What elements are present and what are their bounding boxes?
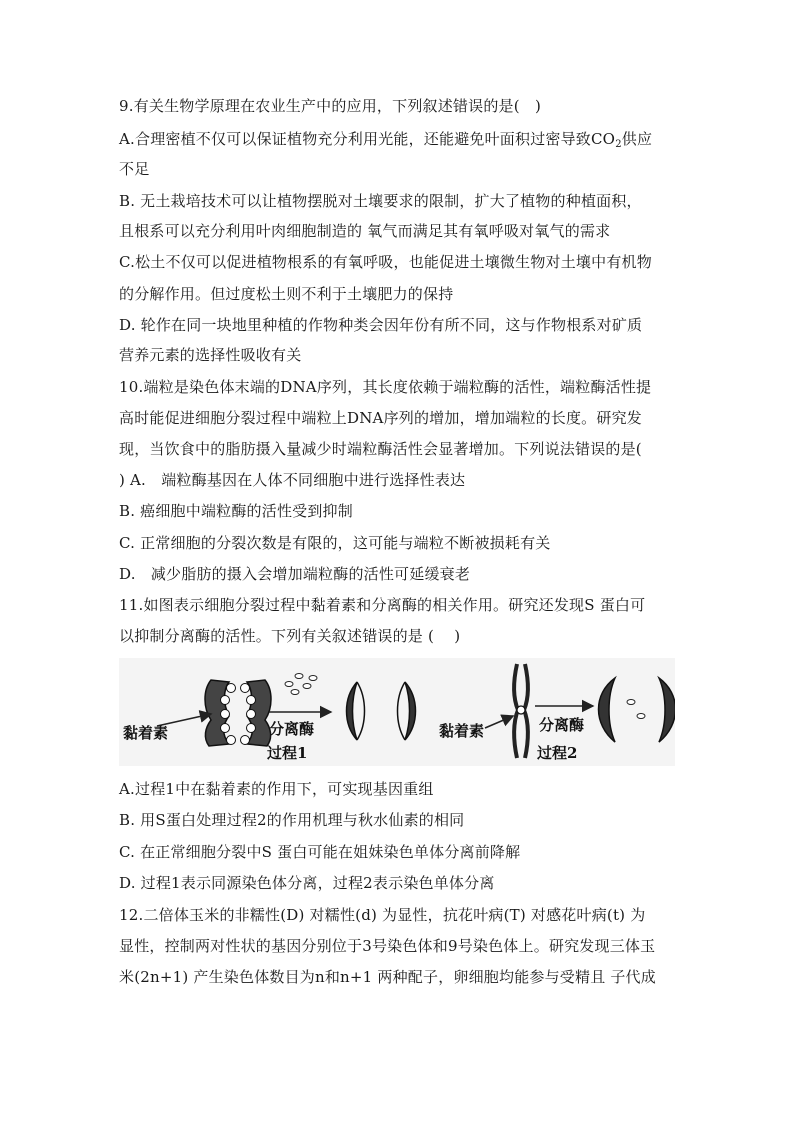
- cell-division-figure: [119, 658, 675, 766]
- label-process-2: 过程2: [537, 744, 578, 762]
- sister-chromatids-drawing: [514, 664, 528, 758]
- q10-option-c: C. 正常细胞的分裂次数是有限的，这可能与端粒不断被损耗有关: [119, 534, 551, 552]
- label-separase-1: 分离酶: [269, 720, 315, 738]
- q11-stem-line2: 以抑制分离酶的活性。下列有关叙述错误的是 ( ): [119, 627, 461, 645]
- cell-division-diagram: [119, 658, 675, 766]
- q9-option-a-line2: 不足: [119, 160, 150, 178]
- q10-option-b: B. 癌细胞中端粒酶的活性受到抑制: [119, 502, 353, 520]
- q12-stem-line3: 米(2n+1) 产生染色体数目为n和n+1 两种配子，卵细胞均能参与受精且 子代成: [119, 968, 656, 986]
- q9-option-a-line1: [119, 129, 679, 155]
- co2-subscript: 2: [615, 139, 622, 150]
- q9-option-d-line1: D. 轮作在同一块地里种植的作物种类会因年份有所不同，这与作物根系对矿质: [119, 316, 643, 334]
- q9-option-b-line2: 且根系可以充分利用叶肉细胞制造的 氧气而满足其有氧呼吸对氧气的需求: [119, 222, 611, 240]
- cohesin-pointer-arrow-2: [485, 716, 513, 728]
- label-cohesin-2: 黏着素: [439, 722, 485, 740]
- q9-stem: 9.有关生物学原理在农业生产中的应用，下列叙述错误的是( ): [119, 97, 542, 115]
- label-cohesin-1: 黏着素: [123, 724, 169, 742]
- q9-option-c-line1: C.松土不仅可以促进植物根系的有氧呼吸，也能促进土壤微生物对土壤中有机物: [119, 253, 652, 271]
- q11-option-c: C. 在正常细胞分裂中S 蛋白可能在姐妹染色单体分离前降解: [119, 843, 521, 861]
- separated-chromatids-drawing: [599, 678, 676, 742]
- q9-option-a-text: A.合理密植不仅可以保证植物充分利用光能，还能避免叶面积过密导致CO: [119, 130, 616, 148]
- q11-option-a: A.过程1中在黏着素的作用下，可实现基因重组: [119, 780, 434, 798]
- separated-chromosomes-drawing: [347, 682, 416, 740]
- q10-stem-line3: 现，当饮食中的脂肪摄入量减少时端粒酶活性会显著增加。下列说法错误的是(: [119, 440, 642, 458]
- q12-stem-line2: 显性，控制两对性状的基因分别位于3号染色体和9号染色体上。研究发现三体玉: [119, 937, 656, 955]
- q9-option-c-line2: 的分解作用。但过度松土则不利于土壤肥力的保持: [119, 285, 454, 303]
- q9-option-a-tail: 供应: [621, 130, 653, 148]
- q10-stem-line1: 10.端粒是染色体末端的DNA序列，其长度依赖于端粒酶的活性，端粒酶活性提: [119, 378, 652, 396]
- q10-option-a: ) A. 端粒酶基因在人体不同细胞中进行选择性表达: [119, 471, 466, 489]
- q11-option-d: D. 过程1表示同源染色体分离，过程2表示染色单体分离: [119, 874, 495, 892]
- q11-option-b: B. 用S蛋白处理过程2的作用机理与秋水仙素的相同: [119, 811, 465, 829]
- paired-chromosomes-drawing: [205, 680, 271, 746]
- q11-stem-line1: 11.如图表示细胞分裂过程中黏着素和分离酶的相关作用。研究还发现S 蛋白可: [119, 596, 646, 614]
- q10-stem-line2: 高时能促进细胞分裂过程中端粒上DNA序列的增加，增加端粒的长度。研究发: [119, 409, 642, 427]
- label-separase-2: 分离酶: [539, 716, 585, 734]
- q12-stem-line1: 12.二倍体玉米的非糯性(D) 对糯性(d) 为显性，抗花叶病(T) 对感花叶病(t) 为: [119, 906, 646, 924]
- q9-option-b-line1: B. 无土栽培技术可以让植物摆脱对土壤要求的限制，扩大了植物的种植面积，: [119, 192, 642, 210]
- label-process-1: 过程1: [267, 744, 308, 762]
- q10-option-d: D. 减少脂肪的摄入会增加端粒酶的活性可延缓衰老: [119, 565, 471, 583]
- released-cohesin-fragments: [285, 674, 317, 695]
- q9-option-d-line2: 营养元素的选择性吸收有关: [119, 346, 302, 364]
